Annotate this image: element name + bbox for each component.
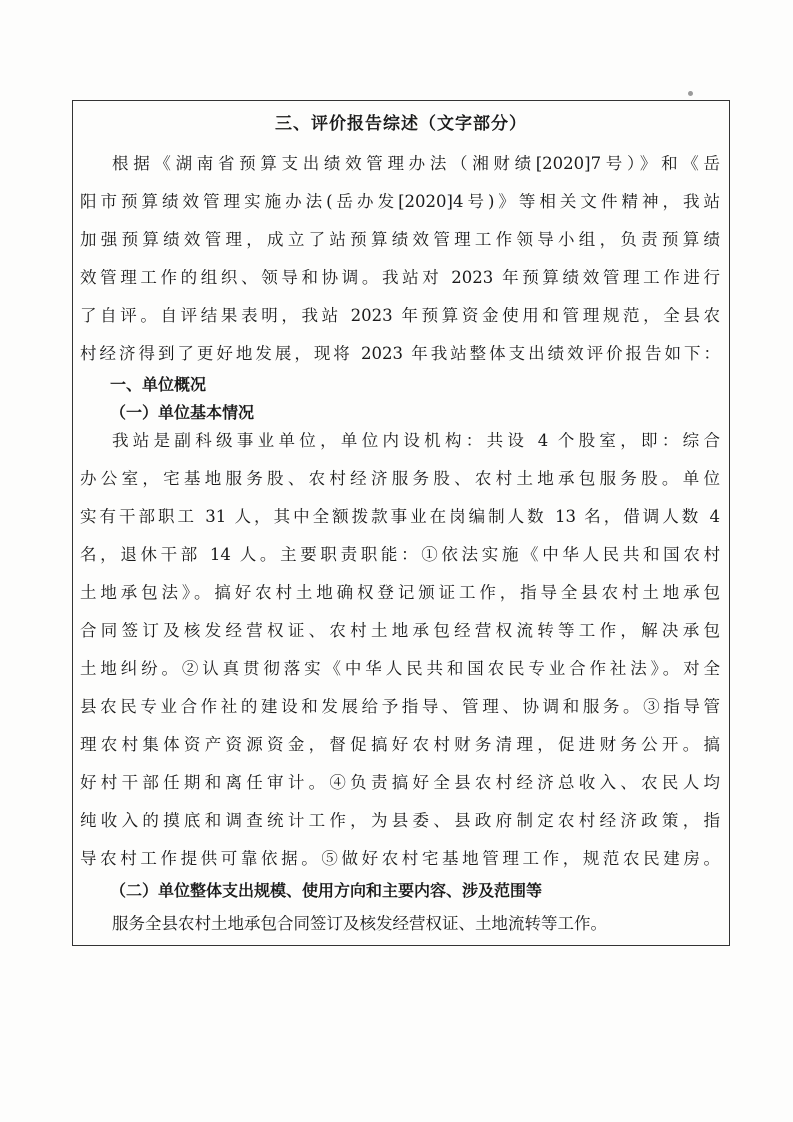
paragraph1-line: 效管理工作的组织、领导和协调。我站对 2023 年预算绩效管理工作进行 bbox=[80, 268, 720, 287]
paragraph2-line: 县农民专业合作社的建设和发展给予指导、管理、协调和服务。③指导管 bbox=[80, 697, 720, 716]
paragraph2-line: 名，退休干部 14 人。主要职责职能：①依法实施《中华人民共和国农村 bbox=[80, 545, 720, 564]
paragraph1-line: 根据《湖南省预算支出绩效管理办法（湘财绩[2020]7号）》和《岳 bbox=[112, 154, 720, 173]
paragraph2-line: 实有干部职工 31 人，其中全额拨款事业在岗编制人数 13 名，借调人数 4 bbox=[80, 507, 720, 526]
subsection1-heading: （一）单位基本情况 bbox=[110, 403, 255, 422]
paragraph2-line: 纯收入的摸底和调查统计工作，为县委、县政府制定农村经济政策，指 bbox=[80, 811, 720, 830]
paragraph2-line: 导农村工作提供可靠依据。⑤做好农村宅基地管理工作，规范农民建房。 bbox=[80, 849, 720, 868]
paragraph3-line: 服务全县农村土地承包合同签订及核发经营权证、土地流转等工作。 bbox=[112, 914, 607, 933]
paragraph2-line: 土地纠纷。②认真贯彻落实《中华人民共和国农民专业合作社法》。对全 bbox=[80, 659, 720, 678]
paragraph1-line: 加强预算绩效管理，成立了站预算绩效管理工作领导小组，负责预算绩 bbox=[80, 230, 720, 249]
paragraph1-line: 了自评。自评结果表明，我站 2023 年预算资金使用和管理规范，全县农 bbox=[80, 306, 720, 325]
subsection2-heading: （二）单位整体支出规模、使用方向和主要内容、涉及范围等 bbox=[110, 881, 543, 900]
scan-speck bbox=[688, 91, 693, 96]
paragraph2-line: 土地承包法》。搞好农村土地确权登记颁证工作，指导全县农村土地承包 bbox=[80, 583, 720, 602]
paragraph2-line: 办公室，宅基地服务股、农村经济服务股、农村土地承包服务股。单位 bbox=[80, 469, 720, 488]
section1-heading: 一、单位概况 bbox=[110, 375, 207, 394]
paragraph2-line: 我站是副科级事业单位，单位内设机构：共设 4 个股室，即：综合 bbox=[112, 431, 720, 450]
paragraph1-line: 阳市预算绩效管理实施办法(岳办发[2020]4号)》等相关文件精神，我站 bbox=[80, 192, 720, 211]
paragraph2-line: 理农村集体资产资源资金，督促搞好农村财务清理，促进财务公开。搞 bbox=[80, 735, 720, 754]
paragraph1-line: 村经济得到了更好地发展，现将 2023 年我站整体支出绩效评价报告如下： bbox=[80, 344, 720, 363]
paragraph2-line: 好村干部任期和离任审计。④负责搞好全县农村经济总收入、农民人均 bbox=[80, 773, 720, 792]
section-title: 三、评价报告综述（文字部分） bbox=[275, 114, 527, 134]
paragraph2-line: 合同签订及核发经营权证、农村土地承包经营权流转等工作，解决承包 bbox=[80, 621, 720, 640]
